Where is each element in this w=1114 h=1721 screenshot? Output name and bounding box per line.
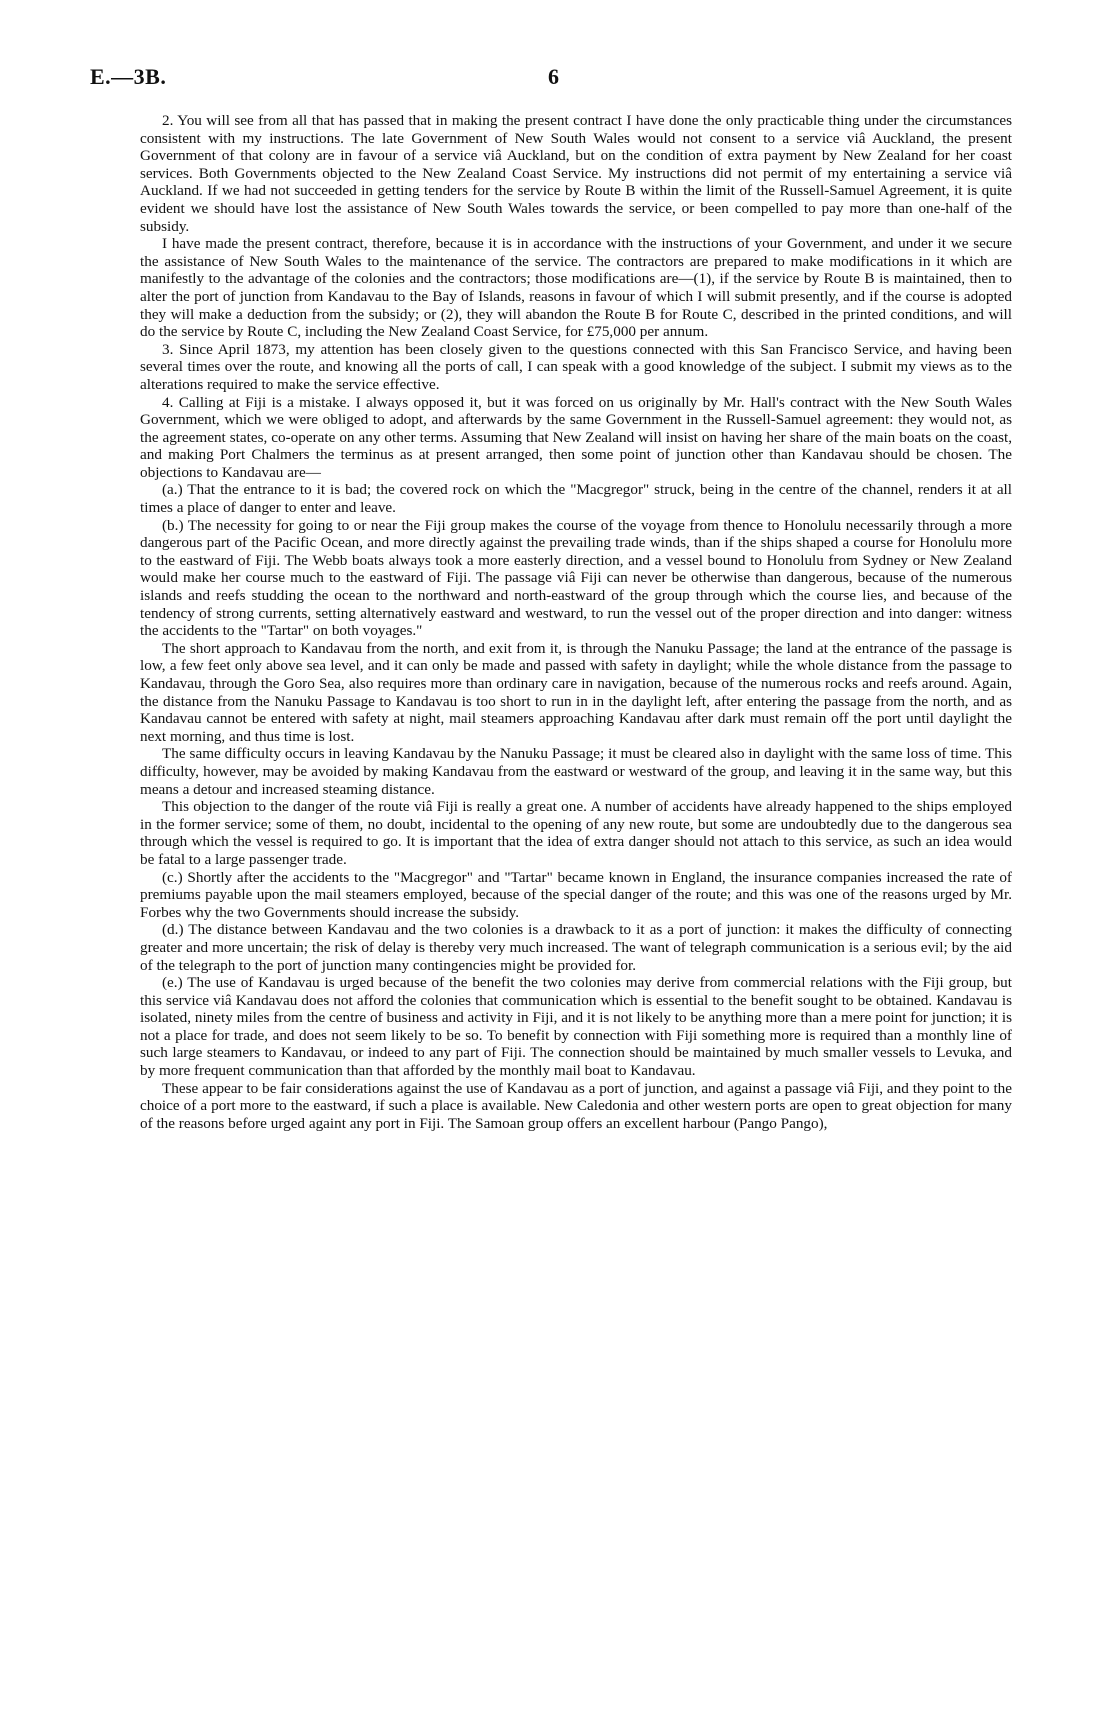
paragraph-3: 3. Since April 1873, my attention has been closely given to the questions connected with this San Francisco Service, and having been several times over the route, and knowing all the ports of call, I can speak with a good knowledge of the subject. I submit my views as to the alterations required to make the service effective. [140,340,1012,393]
paragraph-objection-c: (c.) Shortly after the accidents to the "Macgregor" and "Tartar" became known in England, the insurance companies increased the rate of premiums payable upon the mail steamers employed, because of the special danger of the route; and this was one of the reasons urged by Mr. Forbes why the two Governments should increase the subsidy. [140,868,1012,921]
paper-reference: E.—3B. [90,64,167,89]
paragraph-4: 4. Calling at Fiji is a mistake. I always opposed it, but it was forced on us originally by Mr. Hall's contract with the New South Wales Government, which we were obliged to adopt, and afterwards by the same Government in the Russell-Samuel agreement: they would not, as the agreement states, co-operate on any other terms. Assuming that New Zealand will insist on having her share of the main boats on the coast, and making Port Chalmers the terminus as at present arranged, then some point of junction other than Kandavau should be chosen. The objections to Kandavau are— [140,393,1012,481]
paragraph-objection-d: (d.) The distance between Kandavau and the two colonies is a drawback to it as a port of junction: it makes the difficulty of connecting greater and more uncertain; the risk of delay is thereby very much increased. The want of telegraph communication is a serious evil; by the aid of the telegraph to the port of junction many contingencies might be provided for. [140,921,1012,974]
paragraph-objection-e: (e.) The use of Kandavau is urged because of the benefit the two colonies may derive from commercial relations with the Fiji group, but this service viâ Kandavau does not afford the colonies that communication which is essential to the benefit sought to be obtained. Kandavau is isolated, ninety miles from the centre of business and activity in Fiji, and it is not likely to be anything more than a mere point for junction; it is not a place for trade, and does not seem likely to be so. To benefit by connection with Fiji something more is required than a monthly line of such large steamers to Kandavau, or indeed to any part of Fiji. The connection should be maintained by much smaller vessels to Levuka, and by more frequent communication than that afforded by the monthly mail boat to Kandavau. [140,974,1012,1080]
paragraph-danger-route: This objection to the danger of the route viâ Fiji is really a great one. A number of accidents have already happened to the ships employed in the former service; some of them, no doubt, incidental to the opening of any new route, but some are undoubtedly due to the dangerous sea through which the vessel is required to go. It is important that the idea of extra danger should not attach to this service, as such an idea would be fatal to a large passenger trade. [140,798,1012,868]
paragraph-contract-reasons: I have made the present contract, therefore, because it is in accordance with the instructions of your Government, and under it we secure the assistance of New South Wales to the maintenance of the service. The contractors are prepared to make modifications in it which are manifestly to the advantage of the colonies and the contractors; those modifications are—(1), if the service by Route B is maintained, then to alter the port of junction from Kandavau to the Bay of Islands, reasons in favour of which I will submit presently, and if the course is adopted they will make a deduction from the subsidy; or (2), they will abandon the Route B for Route C, described in the printed conditions, and will do the service by Route C, including the New Zealand Coast Service, for £75,000 per annum. [140,235,1012,341]
paragraph-objection-b: (b.) The necessity for going to or near the Fiji group makes the course of the voyage from thence to Honolulu necessarily through a more dangerous part of the Pacific Ocean, and more directly against the prevailing trade winds, than if the ships shaped a course for Honolulu more to the eastward of Fiji. The Webb boats always took a more easterly direction, and a vessel bound to Honolulu from Sydney or New Zealand would make her course much to the eastward of Fiji. The passage viâ Fiji can never be otherwise than dangerous, because of the numerous islands and reefs studding the ocean to the northward and north-eastward of the group through which the course lies, and because of the tendency of strong currents, setting alternatively eastward and westward, to run the vessel out of the proper direction and into danger: witness the accidents to the "Tartar" on both voyages." [140,516,1012,640]
body-text [140,112,1012,1132]
paragraph-objection-a: (a.) That the entrance to it is bad; the covered rock on which the "Macgregor" struck, being in the centre of the channel, renders it at all times a place of danger to enter and leave. [140,481,1012,517]
paragraph-conclusion: These appear to be fair considerations against the use of Kandavau as a port of junction, and against a passage viâ Fiji, and they point to the choice of a port more to the eastward, if such a place is available. New Caledonia and other western ports are open to great objection for many of the reasons before urged againt any port in Fiji. The Samoan group offers an excellent harbour (Pango Pango), [140,1079,1012,1132]
paragraph-2: 2. You will see from all that has passed that in making the present contract I have done the only practicable thing under the circumstances consistent with my instructions. The late Government of New South Wales would not consent to a service viâ Auckland, the present Government of that colony are in favour of a service viâ Auckland, but on the condition of extra payment by New Zealand for her coast services. Both Governments objected to the New Zealand Coast Service. My instructions did not permit of my entertaining a service viâ Auckland. If we had not succeeded in getting tenders for the service by Route B within the limit of the Russell-Samuel Agreement, it is quite evident we should have lost the assistance of New South Wales towards the service, or been compelled to pay more than one-half of the subsidy. [140,112,1012,235]
page-header [90,64,1024,94]
page-number: 6 [548,64,559,89]
paragraph-nanuku-approach: The short approach to Kandavau from the north, and exit from it, is through the Nanuku Passage; the land at the entrance of the passage is low, a few feet only above sea level, and it can only be made and passed with safety in daylight; while the whole distance from the passage to Kandavau, through the Goro Sea, also requires more than ordinary care in navigation, because of the numerous rocks and reefs around. Again, the distance from the Nanuku Passage to Kandavau is too short to run in in the daylight left, after entering the passage from the north, and as Kandavau cannot be entered with safety at night, mail steamers approaching Kandavau after dark must remain off the port until daylight the next morning, and thus time is lost. [140,639,1012,745]
paragraph-leaving-kandavau: The same difficulty occurs in leaving Kandavau by the Nanuku Passage; it must be cleared also in daylight with the same loss of time. This difficulty, however, may be avoided by making Kandavau from the eastward or westward of the group, and leaving it in the same way, but this means a detour and increased steaming distance. [140,745,1012,798]
